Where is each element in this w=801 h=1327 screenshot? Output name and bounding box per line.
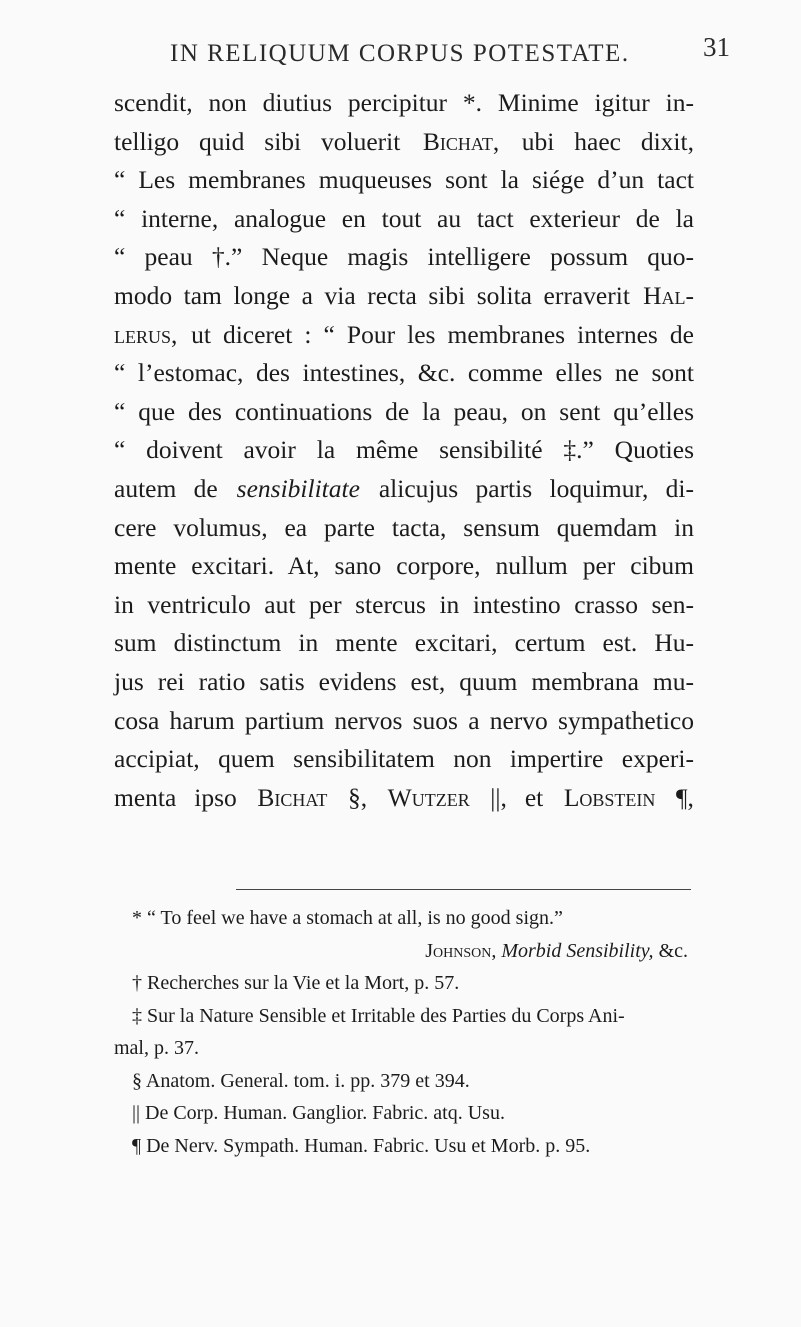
text-span: modo tam longe a via recta sibi solita erraverit [114, 280, 630, 310]
text-span: alicujus partis loquimur, di- [378, 473, 694, 503]
text-line [114, 238, 694, 277]
quotation-line: “ interne, analogue en tout au tact exterieur de la [114, 203, 694, 233]
text-line [114, 161, 694, 200]
text-line [114, 316, 694, 355]
text-span: cosa harum partium nervos suos a nervo sympathetico [114, 705, 694, 735]
author-name: lerus, [114, 319, 178, 349]
text-line [114, 393, 694, 432]
text-span: mente excitari. At, sano corpore, nullum per cibum [114, 551, 694, 581]
text-line [114, 470, 694, 509]
text-line [114, 354, 694, 393]
text-span: cere volumus, ea parte tacta, sensum quemdam in [114, 512, 694, 542]
footnote-1-citation [114, 935, 694, 968]
text-span: ubi haec dixit, [521, 126, 694, 156]
text-line [114, 702, 694, 741]
text-span: sum distinctum in mente excitari, certum est. Hu- [114, 628, 694, 658]
text-span: telligo quid sibi voluerit [114, 126, 401, 156]
author-name: Hal- [643, 280, 694, 310]
italic-term: sensibilitate [236, 473, 360, 503]
citation-work: Morbid Sensibility, [501, 939, 654, 962]
footnotes [114, 902, 694, 1162]
footnote-5: || De Corp. Human. Ganglior. Fabric. atq. Usu. [132, 1102, 505, 1124]
text-span: jus rei ratio satis evidens est, quum membrana mu- [114, 666, 694, 696]
text-line [114, 624, 694, 663]
text-span: ||, et [490, 782, 544, 812]
author-name: Bichat, [422, 126, 500, 156]
text-line [114, 547, 694, 586]
running-head-title: IN RELIQUUM CORPUS POTESTATE. [170, 40, 630, 67]
text-line [114, 431, 694, 470]
footnote-3: ‡ Sur la Nature Sensible et Irritable des Parties du Corps Ani- [132, 1004, 625, 1027]
footnote-rule [236, 889, 691, 890]
text-span: menta ipso [114, 782, 237, 812]
quotation-line: “ l’estomac, des intestines, &c. comme elles ne sont [114, 358, 694, 388]
citation-etc: &c. [658, 939, 688, 962]
text-line [114, 277, 694, 316]
text-line [114, 663, 694, 702]
footnote-2: † Recherches sur la Vie et la Mort, p. 57. [132, 972, 460, 994]
text-span: accipiat, quem sensibilitatem non impertire experi- [114, 744, 694, 774]
text-span: autem de [114, 473, 218, 503]
citation-author: Johnson, [425, 939, 497, 962]
running-head [170, 32, 730, 68]
text-span: in ventriculo aut per stercus in intestino crasso sen- [114, 589, 694, 619]
text-span: ¶, [675, 782, 694, 812]
text-span: ut diceret : “ Pour les membranes internes de [191, 319, 694, 349]
footnote-6: ¶ De Nerv. Sympath. Human. Fabric. Usu et Morb. p. 95. [132, 1134, 591, 1157]
text-line [114, 84, 694, 123]
author-name: Wutzer [387, 782, 470, 812]
quotation-line: “ que des continuations de la peau, on sent qu’elles [114, 396, 694, 426]
author-name: Bichat [257, 782, 328, 812]
text-line [114, 586, 694, 625]
text-span: §, [347, 782, 368, 812]
quotation-line: “ peau †.” Neque magis intelligere possum quo- [114, 242, 694, 272]
quotation-line: “ Les membranes muqueuses sont la siége d’un tact [114, 165, 694, 195]
text-line [114, 509, 694, 548]
body-text [114, 84, 694, 817]
text-line [114, 779, 694, 818]
text-line [114, 200, 694, 239]
quotation-line: “ doivent avoir la même sensibilité ‡.” Quoties [114, 435, 694, 465]
text-span: scendit, non diutius percipitur *. Minime igitur in- [114, 88, 694, 117]
footnote-1: * “ To feel we have a stomach at all, is no good sign.” [132, 907, 563, 929]
footnote-4: § Anatom. General. tom. i. pp. 379 et 394. [132, 1069, 470, 1092]
text-line [114, 740, 694, 779]
footnote-3-continuation: mal, p. 37. [114, 1037, 199, 1059]
text-line [114, 123, 694, 162]
page-number: 31 [703, 32, 730, 62]
author-name: Lobstein [563, 782, 656, 812]
